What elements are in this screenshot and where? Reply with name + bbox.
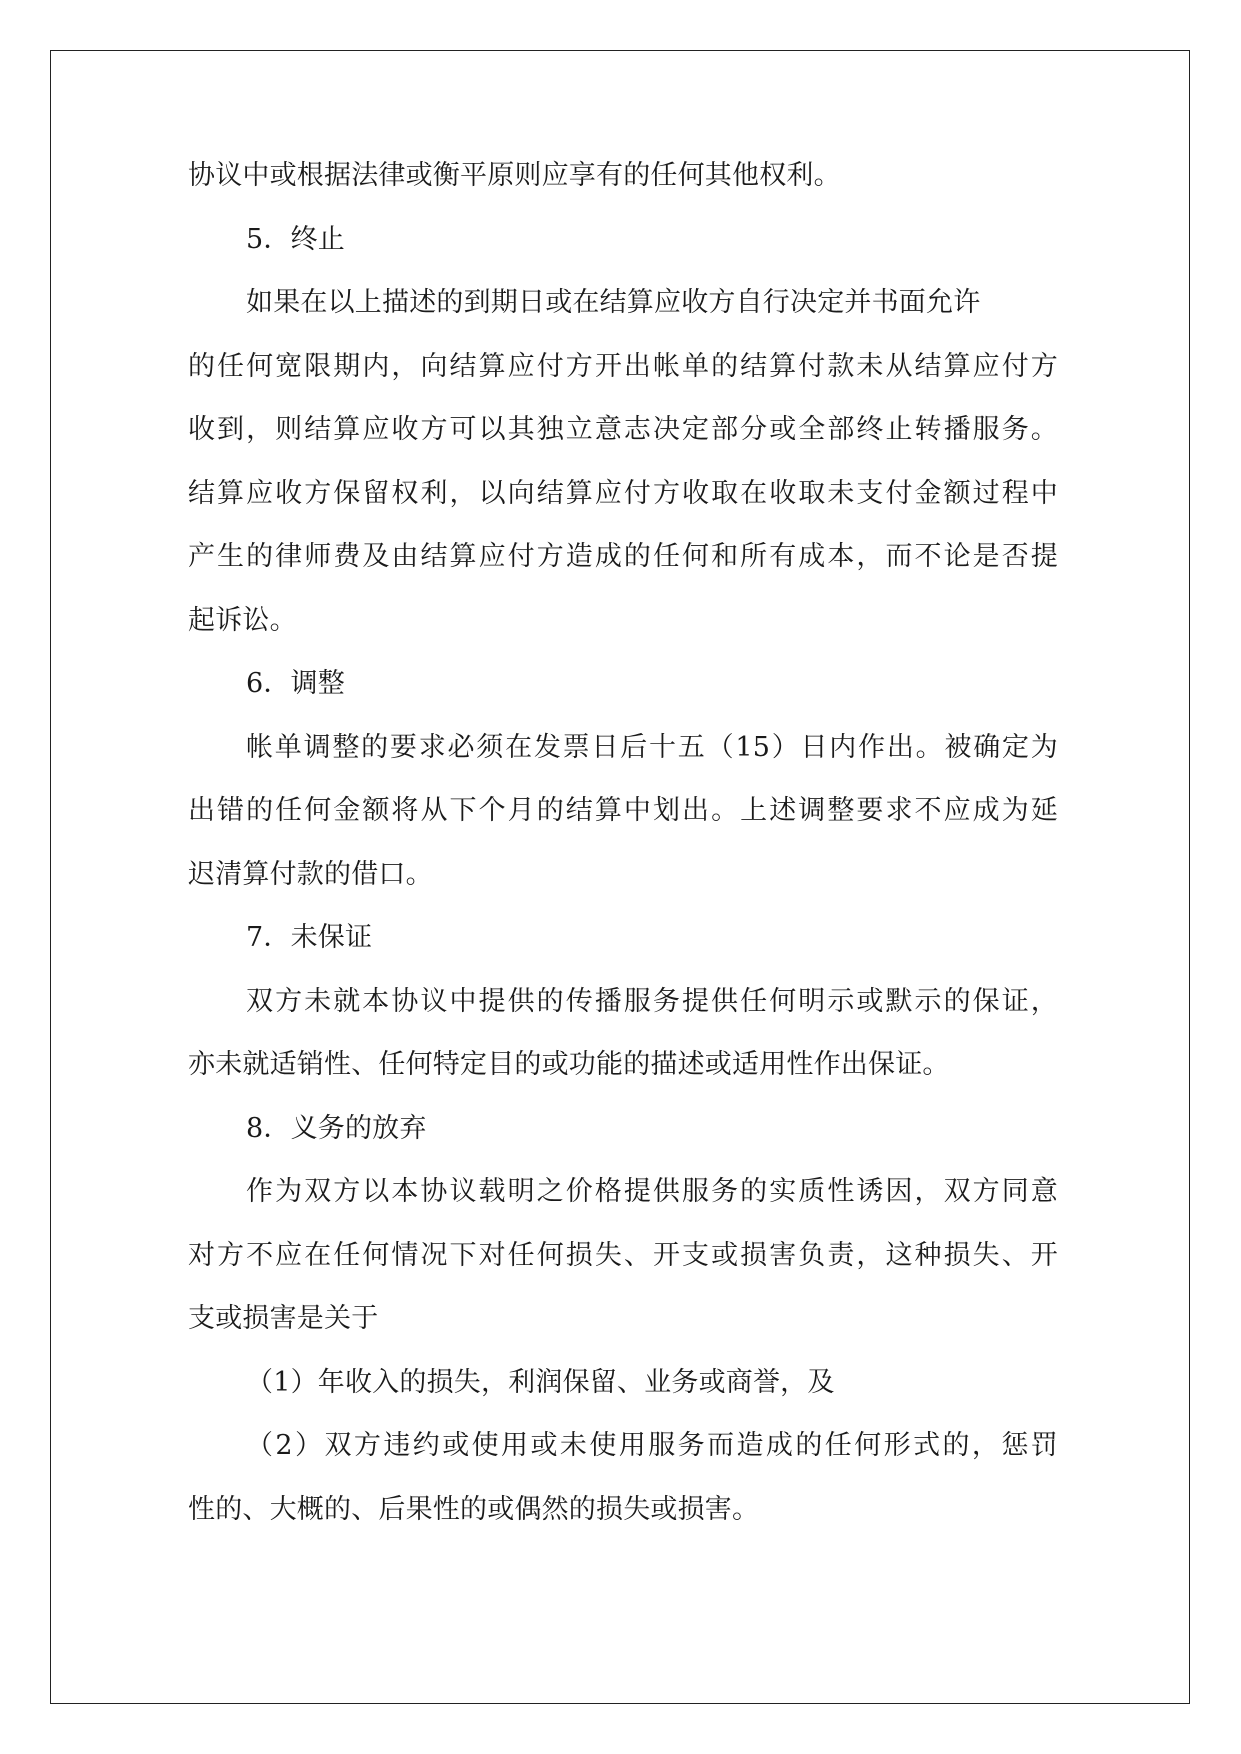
text-line: 产生的律师费及由结算应付方造成的任何和所有成本，而不论是否提 (188, 541, 1058, 572)
text-line: 起诉讼。 (188, 604, 297, 636)
text-line: 如果在以上描述的到期日或在结算应收方自行决定并书面允许 (246, 287, 981, 318)
text-line: 帐单调整的要求必须在发票日后十五（15）日内作出。被确定为 (246, 731, 1058, 763)
text-line: 双方未就本协议中提供的传播服务提供任何明示或默示的保证， (246, 985, 1058, 1017)
text-line: 6．调整 (246, 668, 345, 699)
text-line: 的任何宽限期内，向结算应付方开出帐单的结算付款未从结算应付方 (188, 350, 1058, 382)
text-line: 亦未就适销性、任何特定目的或功能的描述或适用性作出保证。 (188, 1049, 950, 1080)
text-line: （2）双方违约或使用或未使用服务而造成的任何形式的，惩罚 (246, 1430, 1058, 1461)
text-line: 8．义务的放弃 (246, 1112, 427, 1144)
text-line: 收到，则结算应收方可以其独立意志决定部分或全部终止转播服务。 (188, 414, 1058, 445)
text-line: 出错的任何金额将从下个月的结算中划出。上述调整要求不应成为延 (188, 795, 1058, 826)
text-line: 支或损害是关于 (188, 1303, 379, 1334)
text-line: 对方不应在任何情况下对任何损失、开支或损害负责，这种损失、开 (188, 1239, 1058, 1271)
text-line: 7．未保证 (246, 922, 373, 953)
text-line: 迟清算付款的借口。 (188, 858, 433, 890)
text-line: （1）年收入的损失，利润保留、业务或商誉，及 (246, 1366, 835, 1398)
text-line: 5．终止 (246, 223, 345, 255)
text-line: 结算应收方保留权利，以向结算应付方收取在收取未支付金额过程中 (188, 477, 1058, 509)
text-line: 作为双方以本协议载明之价格提供服务的实质性诱因，双方同意 (246, 1176, 1058, 1207)
document-body (188, 158, 1058, 1555)
text-line: 协议中或根据法律或衡平原则应享有的任何其他权利。 (188, 160, 841, 191)
text-line: 性的、大概的、后果性的或偶然的损失或损害。 (188, 1493, 760, 1525)
